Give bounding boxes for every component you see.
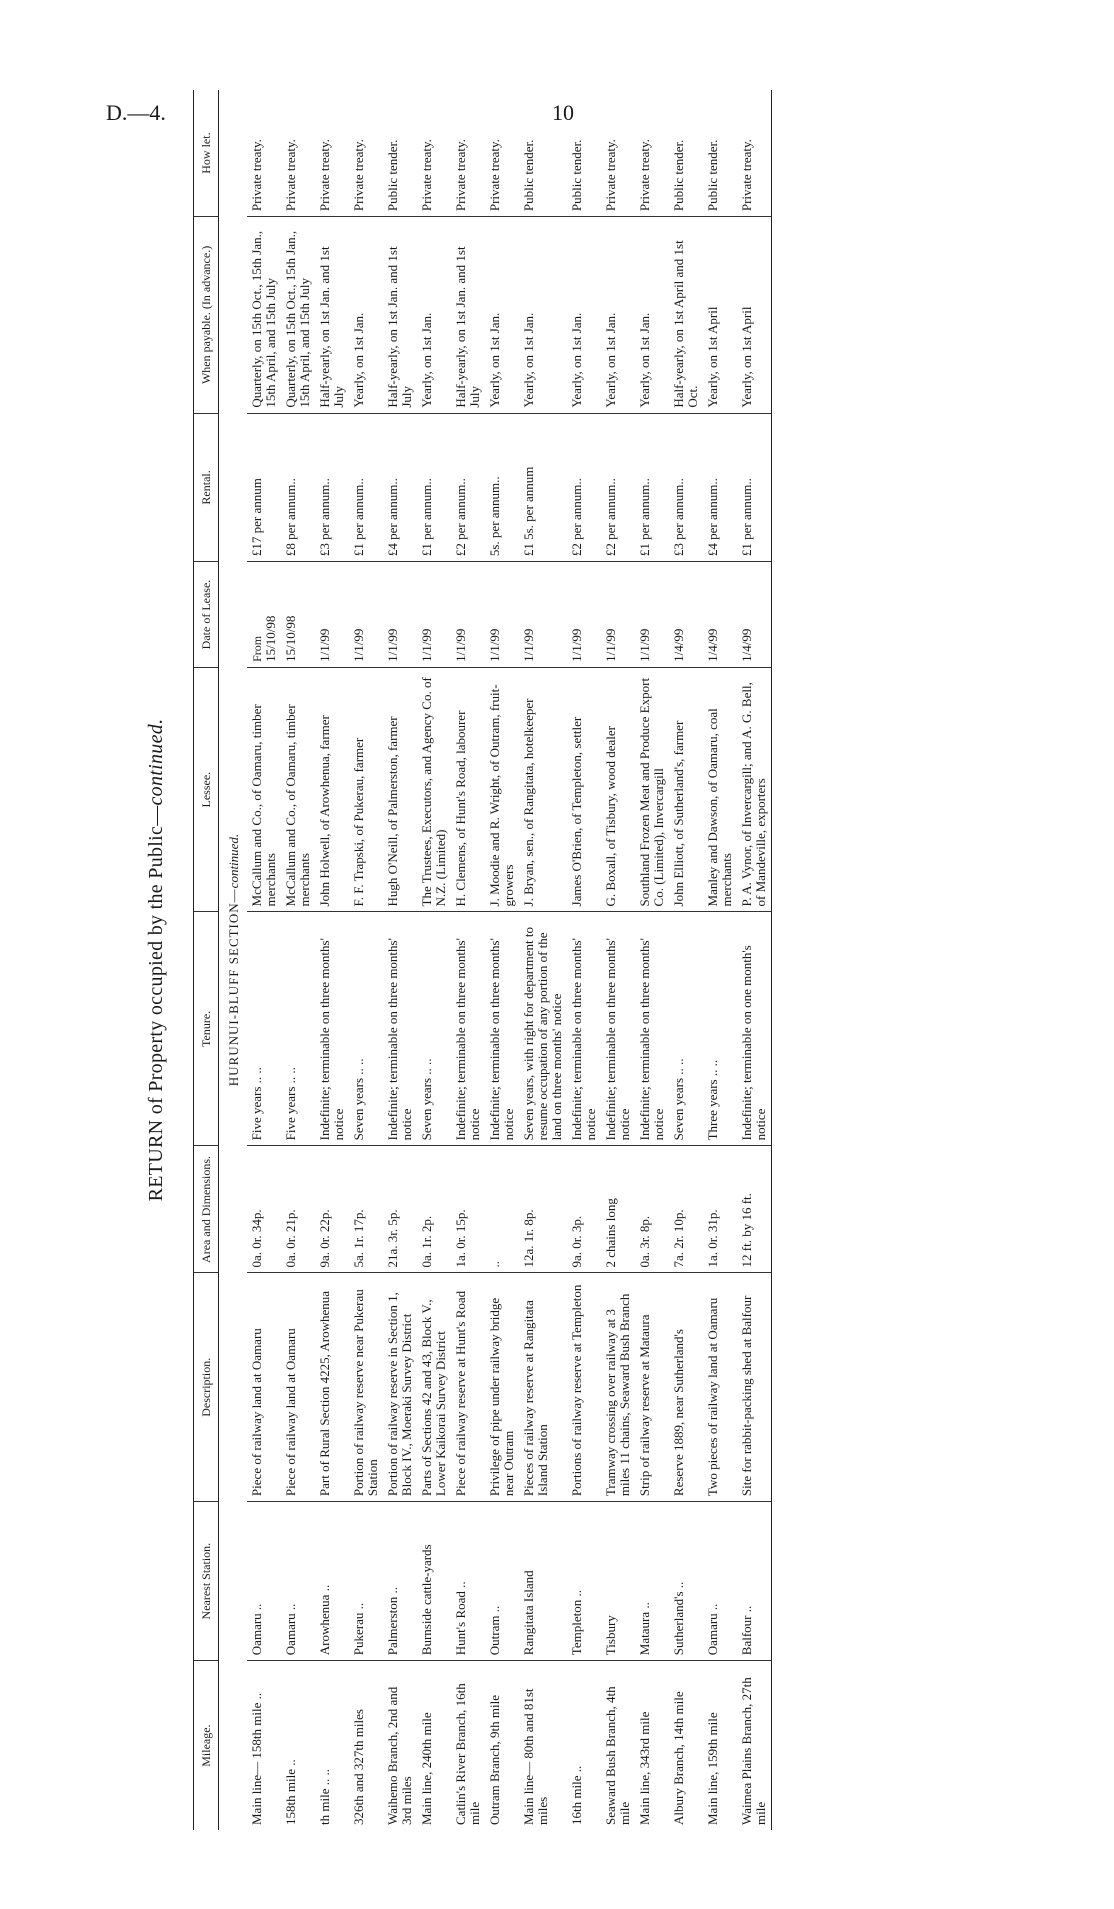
cell-lessee: J. Moodie and R. Wright, of Outram, fruit-growers [485,667,519,912]
cell-area: 9a. 0r. 22p. [315,1146,349,1273]
cell-lessee: James O'Brien, of Templeton, settler [567,667,601,912]
date-from-label: From [250,635,264,662]
cell-description: Site for rabbit-packing shed at Balfour [737,1273,772,1502]
cell-area: 2 chains long [601,1146,635,1273]
cell-how: Private treaty. [635,90,669,217]
cell-mileage: th mile .. .. [317,1769,332,1825]
page-number: 10 [552,100,574,125]
cell-how: Private treaty. [247,90,281,217]
table-row [567,90,601,1830]
table-row [519,90,567,1830]
cell-mileage: Main line, 343rd mile [637,1711,652,1825]
cell-how: Public tender. [703,90,737,217]
cell-station: Burnside cattle-yards [417,1502,451,1661]
cell-description: Portion of railway reserve near Pukerau Station [349,1273,383,1502]
cell-payable: Half-yearly, on 1st Jan. and 1st July [451,217,485,414]
cell-lessee: Hugh O'Neill, of Palmerston, farmer [383,667,417,912]
col-date: Date of Lease. [194,562,219,668]
cell-date: 1/1/99 [635,562,669,668]
cell-date: 1/4/99 [669,562,703,668]
cell-lessee: John Elliott, of Sutherland's, farmer [669,667,703,912]
cell-area: 1a. 0r. 15p. [451,1146,485,1273]
table-row [485,90,519,1830]
cell-how: Public tender. [669,90,703,217]
col-mileage: Mileage. [194,1661,219,1830]
cell-tenure: Indefinite; terminable on three months' notice [451,912,485,1146]
cell-how: Public tender. [567,90,601,217]
document-code: D.—4. [106,100,166,125]
cell-station: Palmerston .. [383,1502,417,1661]
cell-description: Parts of Sections 42 and 43, Block V., Lower Kaikorai Survey District [417,1273,451,1502]
cell-lessee: McCallum and Co., of Oamaru, timber merchants [247,667,281,912]
cell-rental: £2 per annum.. [567,413,601,561]
cell-mileage: Seaward Bush Branch, 4th mile [603,1686,632,1825]
section-heading [219,90,248,1830]
title-main: RETURN of Property occupied by the Public— [145,805,167,1202]
cell-mileage: Waimea Plains Branch, 27th mile [737,1661,772,1830]
property-return-table [193,90,772,1830]
cell-lessee: Southland Frozen Meat and Produce Export Co. (Limited), Invercargill [635,667,669,912]
cell-payable: Half-yearly, on 1st April and 1st Oct. [669,217,703,414]
cell-mileage: 16th mile .. [569,1765,584,1825]
cell-station: Templeton .. [567,1502,601,1661]
cell-rental: £1 per annum.. [635,413,669,561]
cell-how: Private treaty. [485,90,519,217]
cell-description: Privilege of pipe under railway bridge near Outram [485,1273,519,1502]
cell-rental: £2 per annum.. [601,413,635,561]
cell-mileage: 158th mile .. [283,1759,298,1825]
cell-description: Piece of railway reserve at Hunt's Road [451,1273,485,1502]
cell-how: Private treaty. [451,90,485,217]
cell-area: 12a. 1r. 8p. [519,1146,567,1273]
cell-payable: Yearly, on 1st Jan. [567,217,601,414]
col-how: How let. [194,90,219,217]
cell-date: 1/1/99 [601,562,635,668]
cell-description: Reserve 1889, near Sutherland's [669,1273,703,1502]
cell-station: Oamaru .. [247,1502,281,1661]
cell-area: 0a. 0r. 21p. [281,1146,315,1273]
cell-description: Strip of railway reserve at Mataura [635,1273,669,1502]
cell-mileage: Outram Branch, 9th mile [487,1695,502,1825]
page-title [145,90,168,1830]
cell-description: Tramway crossing over railway at 3 miles 11 chains, Seaward Bush Branch [601,1273,635,1502]
cell-lessee: F. F. Trapski, of Pukerau, farmer [349,667,383,912]
col-description: Description. [194,1273,219,1502]
cell-description: Two pieces of railway land at Oamaru [703,1273,737,1502]
cell-lessee: P. A. Vynor, of Invercargill; and A. G. Bell, of Mandeville, exporters [737,667,772,912]
cell-how: Private treaty. [737,90,772,217]
cell-tenure: Indefinite; terminable on three months' notice [601,912,635,1146]
section-row [219,90,248,1830]
cell-rental: 5s. per annum.. [485,413,519,561]
cell-station: Mataura .. [635,1502,669,1661]
cell-station: Outram .. [485,1502,519,1661]
cell-rental: £8 per annum.. [281,413,315,561]
section-name: HURUNUI-BLUFF SECTION— [226,888,241,1087]
cell-lessee: John Holwell, of Arowhenua, farmer [315,667,349,912]
cell-mileage: Main line, 240th mile [419,1712,434,1825]
cell-date: 1/1/99 [519,562,567,668]
cell-tenure: Seven years .. .. [669,912,703,1146]
cell-payable: Yearly, on 1st April [703,217,737,414]
cell-mileage: Albury Branch, 14th mile [671,1691,686,1825]
cell-date: 1/1/99 [383,562,417,668]
cell-tenure: Five years .. .. [247,912,281,1146]
cell-date: 1/4/99 [703,562,737,668]
cell-date: 1/1/99 [417,562,451,668]
cell-payable: Half-yearly, on 1st Jan. and 1st July [315,217,349,414]
cell-description: Piece of railway land at Oamaru [247,1273,281,1502]
cell-date [247,562,281,668]
date-value: 15/10/98 [263,615,278,662]
table-row [281,90,315,1830]
table-row [417,90,451,1830]
cell-payable: Yearly, on 1st Jan. [601,217,635,414]
cell-date: 1/4/99 [737,562,772,668]
header-row [194,90,219,1830]
section-suffix: continued. [226,833,241,889]
table-row [451,90,485,1830]
table-body [219,90,772,1830]
cell-area: 5a. 1r. 17p. [349,1146,383,1273]
cell-date: 1/1/99 [485,562,519,668]
cell-station: Sutherland's .. [669,1502,703,1661]
table-row [737,90,772,1830]
cell-lessee: H. Clemens, of Hunt's Road, labourer [451,667,485,912]
cell-rental: £1 5s. per annum [519,413,567,561]
cell-rental: £3 per annum.. [315,413,349,561]
cell-lessee: G. Boxall, of Tisbury, wood dealer [601,667,635,912]
cell-how: Private treaty. [281,90,315,217]
cell-area: 0a. 0r. 34p. [247,1146,281,1273]
rotated-table-page [145,90,1114,1830]
cell-rental: £1 per annum.. [737,413,772,561]
cell-tenure: Indefinite; terminable on three months' notice [635,912,669,1146]
title-suffix: continued. [145,718,167,806]
cell-mileage: Waihemo Branch, 2nd and 3rd miles [385,1686,414,1825]
cell-area: 12 ft. by 16 ft. [737,1146,772,1273]
cell-payable: Yearly, on 1st Jan. [485,217,519,414]
col-tenure: Tenure. [194,912,219,1146]
cell-date: 1/1/99 [349,562,383,668]
table-row [635,90,669,1830]
cell-description: Portion of railway reserve in Section 1, Block IV., Moeraki Survey District [383,1273,417,1502]
cell-rental: £17 per annum [247,413,281,561]
cell-mileage: Main line, 159th mile [705,1712,720,1825]
cell-how: Private treaty. [315,90,349,217]
cell-description: Portions of railway reserve at Templeton [567,1273,601,1502]
cell-station: Oamaru .. [281,1502,315,1661]
cell-tenure: Indefinite; terminable on three months' notice [485,912,519,1146]
cell-tenure: Seven years, with right for department to resume occupation of any portion of the land on three months' notice [519,912,567,1146]
cell-payable: Yearly, on 1st Jan. [635,217,669,414]
cell-station: Balfour .. [737,1502,772,1661]
table-row [669,90,703,1830]
table-row [703,90,737,1830]
cell-area: 21a. 3r. 5p. [383,1146,417,1273]
cell-mileage: Main line— 158th mile .. [249,1692,264,1825]
cell-tenure: Indefinite; terminable on three months' notice [315,912,349,1146]
cell-description: Part of Rural Section 4225, Arowhenua [315,1273,349,1502]
cell-how: Public tender. [519,90,567,217]
cell-lessee: J. Bryan, sen., of Rangitata, hotelkeeper [519,667,567,912]
cell-area: 0a. 3r. 8p. [635,1146,669,1273]
cell-date: 1/1/99 [315,562,349,668]
cell-tenure: Seven years .. .. [417,912,451,1146]
cell-payable: Quarterly, on 15th Oct., 15th Jan., 15th April, and 15th July [281,217,315,414]
cell-station: Oamaru .. [703,1502,737,1661]
cell-tenure: Seven years .. .. [349,912,383,1146]
cell-payable: Yearly, on 1st Jan. [519,217,567,414]
cell-area: 9a. 0r. 3p. [567,1146,601,1273]
table-row [247,90,281,1830]
cell-how: Private treaty. [417,90,451,217]
cell-rental: £3 per annum.. [669,413,703,561]
cell-area: 7a. 2r. 10p. [669,1146,703,1273]
cell-area: .. [485,1146,519,1273]
cell-date: 1/1/99 [567,562,601,668]
table-row [315,90,349,1830]
cell-how: Public tender. [383,90,417,217]
cell-rental: £1 per annum.. [417,413,451,561]
cell-tenure: Indefinite; terminable on three months' notice [567,912,601,1146]
cell-rental: £2 per annum.. [451,413,485,561]
cell-rental: £1 per annum.. [349,413,383,561]
cell-lessee: The Trustees, Executors, and Agency Co. of N.Z. (Limited) [417,667,451,912]
cell-lessee: Manley and Dawson, of Oamaru, coal merchants [703,667,737,912]
cell-area: 0a. 1r. 2p. [417,1146,451,1273]
cell-station: Tisbury [601,1502,635,1661]
cell-description: Piece of railway land at Oamaru [281,1273,315,1502]
cell-rental: £4 per annum.. [383,413,417,561]
cell-payable: Yearly, on 1st Jan. [349,217,383,414]
cell-station: Arowhenua .. [315,1502,349,1661]
cell-tenure: Indefinite; terminable on one month's notice [737,912,772,1146]
cell-how: Private treaty. [601,90,635,217]
table-row [349,90,383,1830]
table-row [601,90,635,1830]
cell-tenure: Three years .. .. [703,912,737,1146]
cell-station: Pukerau .. [349,1502,383,1661]
cell-tenure: Indefinite; terminable on three months' notice [383,912,417,1146]
col-area: Area and Dimensions. [194,1146,219,1273]
cell-payable: Quarterly, on 15th Oct., 15th Jan., 15th April, and 15th July [247,217,281,414]
cell-station: Rangitata Island [519,1502,567,1661]
col-station: Nearest Station. [194,1502,219,1661]
col-lessee: Lessee. [194,667,219,912]
cell-tenure: Five years .. .. [281,912,315,1146]
cell-description: Pieces of railway reserve at Rangitata Island Station [519,1273,567,1502]
cell-date: 1/1/99 [451,562,485,668]
cell-mileage: Catlin's River Branch, 16th mile [453,1683,482,1825]
cell-mileage: Main line— 80th and 81st miles [521,1688,550,1825]
cell-payable: Yearly, on 1st April [737,217,772,414]
cell-lessee: McCallum and Co., of Oamaru, timber merchants [281,667,315,912]
col-rental: Rental. [194,413,219,561]
cell-rental: £4 per annum.. [703,413,737,561]
col-payable: When payable. (In advance.) [194,217,219,414]
cell-date: 15/10/98 [281,562,315,668]
cell-station: Hunt's Road .. [451,1502,485,1661]
cell-how: Private treaty. [349,90,383,217]
cell-payable: Half-yearly, on 1st Jan. and 1st July [383,217,417,414]
cell-payable: Yearly, on 1st Jan. [417,217,451,414]
cell-area: 1a. 0r. 31p. [703,1146,737,1273]
table-row [383,90,417,1830]
cell-mileage: 326th and 327th miles [351,1709,366,1825]
